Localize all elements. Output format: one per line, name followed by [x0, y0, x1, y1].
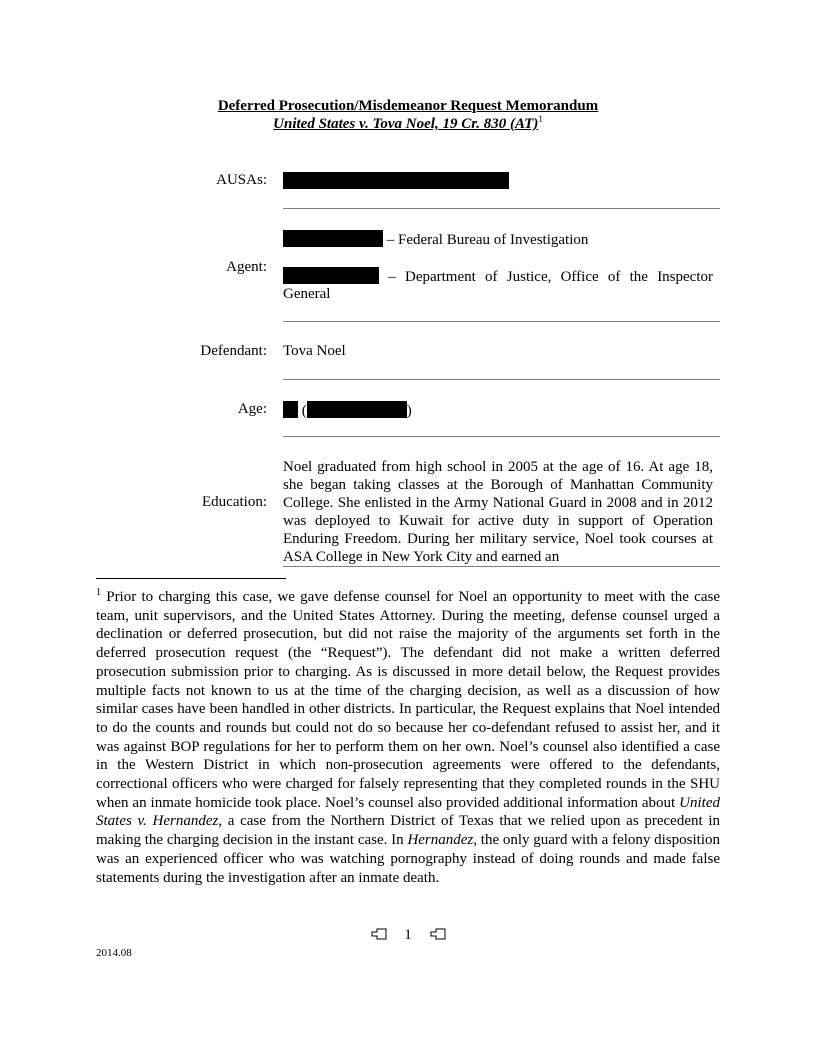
agent-line-doj-cont: General [283, 286, 331, 302]
footnote-text-3: , the only guard with a felony disposition was an experienced officer who was watching pornography instead of doing rounds and made false statements during the investigation after an inmate death. [96, 832, 720, 886]
agent-line-doj [283, 267, 713, 286]
agent-line-fbi [283, 230, 588, 249]
education-label: Education: [202, 494, 267, 510]
ausas-value [283, 172, 509, 191]
page-number-row [0, 927, 816, 944]
footnote-case-2: Hernandez [407, 832, 474, 849]
agent-doj-text: – Department of Justice, Office of the Inspector [388, 269, 713, 285]
redaction-block [283, 267, 379, 284]
section-divider [283, 379, 720, 380]
age-close-paren: ) [406, 403, 412, 419]
agent-fbi-text: – Federal Bureau of Investigation [386, 232, 589, 248]
form-version: 2014.08 [96, 947, 132, 959]
age-value [283, 401, 412, 420]
defendant-value: Tova Noel [283, 343, 346, 359]
ausas-label: AUSAs: [216, 172, 267, 188]
section-divider [283, 566, 720, 567]
redaction-block [307, 401, 407, 418]
footnote-text-1: Prior to charging this case, we gave defense counsel for Noel an opportunity to meet with the case team, unit supervisors, and the United States Attorney. During the meeting, defense counsel urged a declination or deferred prosecution, but did not raise the majority of the arguments set forth in the deferred prosecution request (the “Request”). The defendant did not make a written deferred prosecution submission prior to charging. As is discussed in more detail below, the Request provides multiple facts not known to us at the time of the charging decision, as well as a discussion of how similar cases have been handled in other districts. In particular, the Request explains that Noel intended to do the counts and rounds but could not do so because her co-defendant refused to assist her, and it was against BOP regulations for her to perform them on her own. Noel’s counsel also identified a case in the Western District in which non-prosecution agreements were offered to the defendants, correctional officers who were charged for falsely representing that they completed rounds in the SHU when an inmate homicide took place. Noel’s counsel also provided additional information about [96, 589, 720, 811]
defendant-label: Defendant: [200, 343, 267, 359]
footnote-separator [96, 578, 286, 579]
section-divider [283, 321, 720, 322]
education-text: Noel graduated from high school in 2005 at the age of 16. At age 18, she began taking classes at the Borough of Manhattan Community College. She enlisted in the Army National Guard in 2008 and in 2012 was deployed to Kuwait for active duty in support of Operation Enduring Freedom. During her military service, Noel took courses at ASA College in New York City and earned an [283, 459, 713, 565]
page-corner-icon [371, 928, 387, 940]
case-caption-text: United States v. Tova Noel, 19 Cr. 830 (AT) [273, 116, 539, 132]
page-corner-icon [430, 928, 446, 940]
footnote-marker: 1 [96, 587, 101, 598]
case-caption [0, 116, 816, 133]
redaction-block [283, 172, 509, 189]
page-number: 1 [404, 927, 412, 943]
section-divider [283, 208, 720, 209]
footnote-ref[interactable]: 1 [538, 114, 543, 124]
memo-title: Deferred Prosecution/Misdemeanor Request Memorandum [217, 98, 599, 114]
footnote-1 [96, 588, 720, 887]
redaction-block [283, 401, 298, 418]
redaction-block [283, 230, 383, 247]
section-divider [283, 436, 720, 437]
age-open-paren: ( [301, 403, 307, 419]
footnote-text-2: , a case from the Northern District of Texas that we relied upon as precedent in making the charging decision in the instant case. In [96, 813, 721, 849]
agent-label: Agent: [226, 259, 267, 275]
footnote-case-1: United States v. Hernandez [96, 794, 720, 830]
age-label: Age: [237, 401, 267, 417]
